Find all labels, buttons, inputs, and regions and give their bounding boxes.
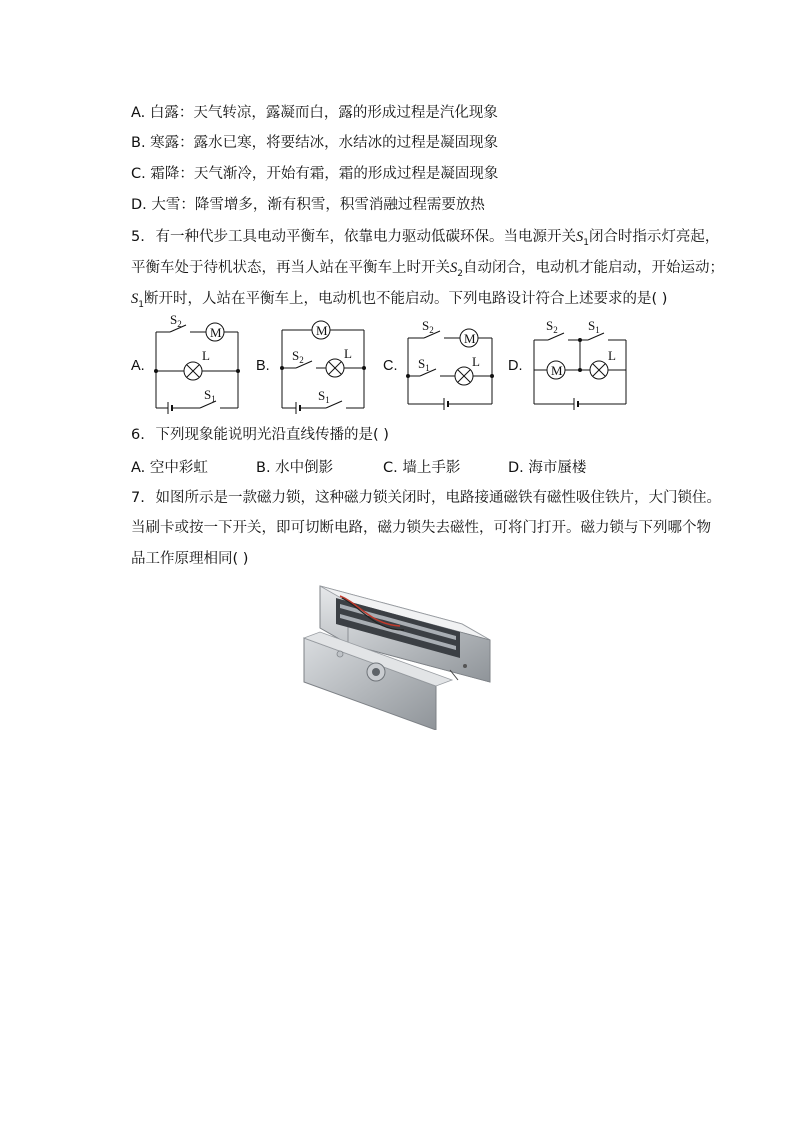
q5-text: 闭合时指示灯亮起， bbox=[588, 229, 720, 245]
q5-stem-line1 bbox=[131, 227, 719, 253]
switch-s1-symbol: S bbox=[131, 291, 139, 307]
magnetic-lock-image bbox=[300, 574, 494, 730]
motor-label: M bbox=[551, 363, 563, 378]
subscript: 1 bbox=[138, 299, 144, 310]
q6-text: 下列现象能说明光沿直线传播的是( ) bbox=[155, 427, 389, 443]
subscript: 2 bbox=[457, 268, 463, 279]
q5-option-d-label: D. bbox=[508, 358, 523, 374]
q6-option-b bbox=[256, 456, 333, 477]
q6-option-a bbox=[131, 456, 208, 477]
option-label: B. bbox=[131, 135, 146, 151]
q6-stem bbox=[131, 425, 389, 445]
option-text: 墙上手影 bbox=[402, 460, 461, 476]
q7-stem-line2 bbox=[131, 518, 711, 538]
switch-s2-symbol: S bbox=[450, 260, 458, 276]
q7-text: 当刷卡或按一下开关，即可切断电路，磁力锁失去磁性，可将门打开。磁力锁与下列哪个物 bbox=[131, 520, 711, 536]
option-label: D. bbox=[131, 197, 147, 213]
motor-label: M bbox=[464, 331, 476, 346]
q4-option-b bbox=[131, 133, 498, 153]
q5-text: 自动闭合，电动机才能启动，开始运动； bbox=[462, 260, 724, 276]
s2-label: $S_2$ bbox=[170, 312, 182, 329]
option-text: 大雪：降雪增多，渐有积雪，积雪消融过程需要放热 bbox=[151, 197, 485, 213]
option-label: C. bbox=[383, 460, 398, 476]
q7-stem-line3 bbox=[131, 549, 248, 569]
q5-stem-line2 bbox=[131, 258, 724, 284]
s2-label: $S_2$ bbox=[422, 318, 434, 335]
circuit-diagram-d bbox=[526, 318, 634, 410]
q5-stem-line3 bbox=[131, 289, 667, 315]
circuit-diagram-c bbox=[400, 318, 500, 410]
question-number: 5. bbox=[131, 229, 145, 245]
lamp-label: L bbox=[608, 348, 616, 363]
option-text: 空中彩虹 bbox=[149, 460, 208, 476]
q5-text: 平衡车处于待机状态，再当人站在平衡车上时开关 bbox=[131, 260, 450, 276]
option-label: A. bbox=[131, 105, 146, 121]
s1-label: $S_1$ bbox=[418, 356, 430, 373]
q5-option-a-label: A. bbox=[131, 358, 145, 374]
option-text: 霜降：天气渐冷，开始有霜，霜的形成过程是凝固现象 bbox=[150, 166, 499, 182]
q5-text: 有一种代步工具电动平衡车，依靠电力驱动低碳环保。当电源开关 bbox=[155, 229, 576, 245]
option-label: C. bbox=[131, 166, 146, 182]
q6-option-d bbox=[508, 456, 586, 477]
switch-s1-symbol: S bbox=[575, 229, 584, 245]
q4-option-d bbox=[131, 195, 485, 215]
q7-text: 品工作原理相同( ) bbox=[131, 551, 249, 567]
motor-label: M bbox=[316, 323, 328, 338]
option-label: D. bbox=[508, 460, 524, 476]
option-label: B. bbox=[256, 460, 271, 476]
q5-option-c-label: C. bbox=[383, 358, 398, 374]
s1-label: $S_1$ bbox=[588, 318, 600, 335]
option-text: 水中倒影 bbox=[275, 460, 334, 476]
s1-label: $S_1$ bbox=[204, 387, 216, 404]
question-number: 7. bbox=[131, 490, 145, 506]
s2-label: $S_2$ bbox=[292, 348, 304, 365]
q7-stem-line1 bbox=[131, 488, 721, 508]
q4-option-c bbox=[131, 164, 498, 184]
lamp-label: L bbox=[344, 346, 352, 361]
q5-text: 断开时，人站在平衡车上，电动机也不能启动。下列电路设计符合上述要求的是( ) bbox=[143, 291, 668, 307]
q6-option-c bbox=[383, 456, 460, 477]
q5-option-b-label: B. bbox=[256, 358, 270, 374]
subscript: 1 bbox=[583, 237, 589, 248]
q4-option-a bbox=[131, 103, 498, 123]
option-label: A. bbox=[131, 460, 146, 476]
question-number: 6. bbox=[131, 427, 145, 443]
s2-label: $S_2$ bbox=[546, 318, 558, 335]
s1-label: $S_1$ bbox=[318, 388, 330, 405]
lamp-label: L bbox=[472, 354, 480, 369]
option-text: 白露：天气转凉，露凝而白，露的形成过程是汽化现象 bbox=[149, 105, 498, 121]
option-text: 寒露：露水已寒，将要结冰，水结冰的过程是凝固现象 bbox=[150, 135, 499, 151]
circuit-diagram-b bbox=[274, 318, 374, 414]
lamp-label: L bbox=[202, 348, 210, 363]
option-text: 海市蜃楼 bbox=[528, 460, 587, 476]
circuit-diagram-a bbox=[148, 312, 248, 414]
motor-label: M bbox=[210, 325, 222, 340]
q7-text: 如图所示是一款磁力锁，这种磁力锁关闭时，电路接通磁铁有磁性吸住铁片，大门锁住。 bbox=[155, 490, 721, 506]
